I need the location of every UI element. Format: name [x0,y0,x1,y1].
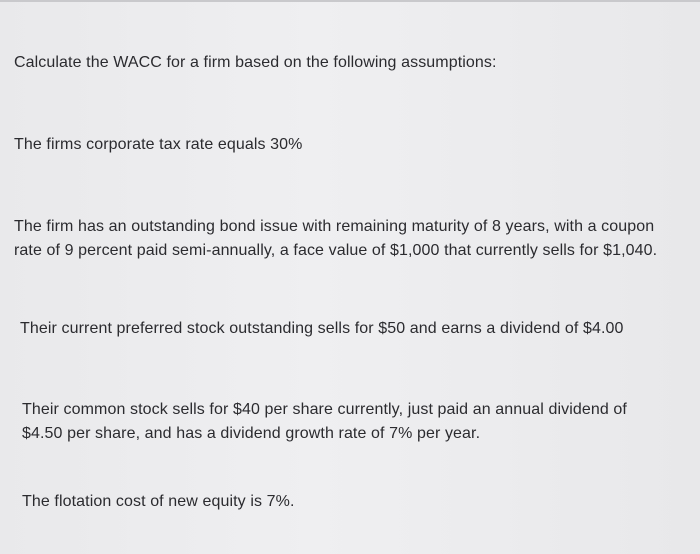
question-heading: Calculate the WACC for a firm based on the following assumptions: [14,54,497,71]
flotation-cost-assumption: The flotation cost of new equity is 7%. [22,493,295,510]
common-line-1: Their common stock sells for $40 per share currently, just paid an annual dividend of [22,401,627,418]
bond-line-2: rate of 9 percent paid semi-annually, a face value of $1,000 that currently sells for $1,040. [14,242,658,259]
bond-line-1: The firm has an outstanding bond issue with remaining maturity of 8 years, with a coupon [14,218,655,235]
bond-assumption [14,215,657,263]
tax-rate-assumption: The firms corporate tax rate equals 30% [14,136,303,153]
common-line-2: $4.50 per share, and has a dividend growth rate of 7% per year. [22,425,481,442]
common-stock-assumption [22,398,627,446]
preferred-stock-assumption: Their current preferred stock outstanding sells for $50 and earns a dividend of $4.00 [20,320,624,337]
